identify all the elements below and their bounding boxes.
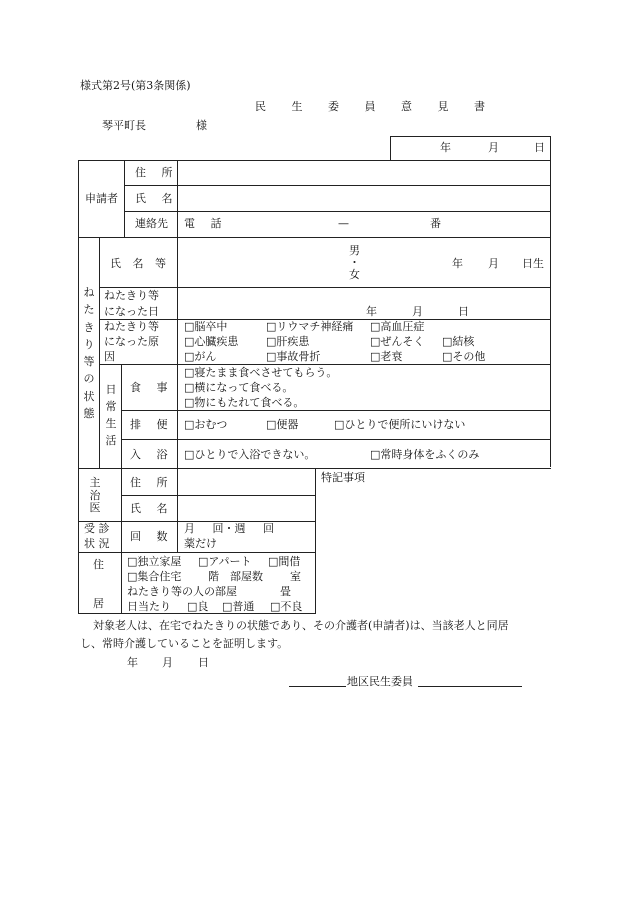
residence-label-bottom: 居 — [93, 597, 104, 610]
residence-apartment[interactable]: □アパート — [198, 555, 252, 568]
signature-line-right — [418, 686, 522, 687]
document-title: 民 生 委 員 意 見 書 — [255, 100, 496, 113]
cause-fracture[interactable]: □事故骨折 — [266, 350, 321, 363]
residence-sunlight-label: 日当たり — [127, 600, 171, 613]
since-label-line: ねたきり等 — [104, 289, 159, 302]
applicant-header: 申請者 — [85, 192, 118, 205]
sex-female: 女 — [349, 268, 360, 281]
meal-label: 食 事 — [130, 381, 174, 394]
residence-tatami: 畳 — [280, 585, 291, 598]
vlabel-char: た — [83, 303, 95, 317]
vlabel-char: 状 — [83, 389, 95, 403]
cause-cancer[interactable]: □がん — [184, 350, 217, 363]
applicant-phone-label: 電 話 — [184, 217, 228, 230]
applicant-contact-label: 連絡先 — [135, 217, 168, 230]
residence-collective[interactable]: □集合住宅 — [127, 570, 182, 583]
daily-char: 生 — [105, 417, 117, 430]
bath-label: 入 浴 — [130, 448, 174, 461]
signature-line-left — [289, 686, 346, 687]
certification-day: 日 — [198, 656, 209, 669]
residence-rented-room[interactable]: □間借 — [268, 555, 301, 568]
bedridden-name-label: 氏 名 等 — [110, 257, 170, 270]
birth-year: 年 — [452, 257, 463, 270]
sex-dot: ・ — [349, 256, 360, 269]
since-day: 日 — [458, 305, 469, 318]
addressee-sama: 様 — [196, 119, 207, 132]
excretion-label: 排 便 — [130, 418, 174, 431]
vlabel-char: き — [83, 320, 95, 334]
vlabel-char: の — [83, 372, 95, 386]
sunlight-poor[interactable]: □不良 — [270, 600, 303, 613]
certification-year: 年 — [127, 656, 138, 669]
excretion-bedpan[interactable]: □便器 — [266, 418, 299, 431]
consultation-label-line: 受 診 — [84, 522, 110, 535]
excretion-toilet[interactable]: □ひとりで便所にいけない — [334, 418, 466, 431]
cause-hypertension[interactable]: □高血圧症 — [370, 320, 425, 333]
cause-heart[interactable]: □心臓疾患 — [184, 335, 239, 348]
vlabel-char: 態 — [83, 406, 95, 420]
applicant-phone-dash: — — [338, 217, 349, 230]
cause-label — [104, 319, 159, 364]
since-year: 年 — [366, 305, 377, 318]
sunlight-good[interactable]: □良 — [187, 600, 209, 613]
cause-aging[interactable]: □老衰 — [370, 350, 403, 363]
bath-wipe[interactable]: □常時身体をふくのみ — [370, 448, 480, 461]
vlabel-char: ね — [83, 286, 95, 299]
since-label — [104, 288, 159, 320]
residence-rooms: 部屋数 — [230, 570, 263, 583]
header-date-day: 日 — [534, 141, 545, 154]
applicant-name-label: 氏 名 — [135, 192, 179, 205]
vlabel-char: り — [83, 337, 95, 351]
header-date-month: 月 — [488, 141, 499, 154]
consultation-frequency: 月 回・週 回 — [184, 522, 274, 535]
doctor-address-label: 住 所 — [130, 476, 174, 489]
birth-month: 月 — [488, 257, 499, 270]
cause-asthma[interactable]: □ぜんそく — [370, 335, 425, 348]
birth-day: 日生 — [522, 257, 544, 270]
consultation-label-line: 状 況 — [84, 537, 110, 550]
daily-char: 常 — [105, 400, 117, 413]
form-number-label: 様式第2号(第3条関係) — [80, 79, 191, 92]
cause-liver[interactable]: □肝疾患 — [266, 335, 310, 348]
bath-cannot[interactable]: □ひとりで入浴できない。 — [184, 448, 316, 461]
cause-stroke[interactable]: □脳卒中 — [184, 320, 228, 333]
since-label-line: になった日 — [104, 305, 159, 318]
applicant-phone-ban: 番 — [430, 217, 441, 230]
certification-month: 月 — [162, 656, 173, 669]
cause-label-line: になった原 — [104, 335, 159, 348]
consultation-medicine-only: 薬だけ — [184, 537, 217, 550]
sunlight-normal[interactable]: □普通 — [222, 600, 255, 613]
certification-text-2: し、常時介護していることを証明します。 — [80, 637, 289, 650]
consultation-label — [84, 521, 110, 551]
meal-option-lying[interactable]: □横になって食べる。 — [184, 381, 294, 394]
signature-label: 地区民生委員 — [347, 675, 413, 688]
daily-char: 日 — [105, 383, 117, 396]
doctor-char: 医 — [89, 501, 101, 514]
meal-option-leaning[interactable]: □物にもたれて食べる。 — [184, 396, 305, 409]
doctor-label — [88, 477, 102, 513]
doctor-char: 主 — [89, 476, 101, 489]
sex-male: 男 — [349, 244, 360, 257]
special-notes-label: 特記事項 — [321, 471, 365, 484]
header-date-year: 年 — [440, 141, 451, 154]
cause-rheumatism[interactable]: □リウマチ神経痛 — [266, 320, 354, 333]
cause-other[interactable]: □その他 — [442, 350, 486, 363]
daily-char: 活 — [105, 434, 117, 447]
excretion-diaper[interactable]: □おむつ — [184, 418, 228, 431]
addressee: 琴平町長 — [102, 119, 146, 132]
cause-label-line: 因 — [104, 350, 115, 363]
applicant-address-label: 住 所 — [135, 166, 179, 179]
consultation-count-label: 回 数 — [130, 530, 174, 543]
doctor-char: 治 — [89, 488, 101, 502]
residence-room-unit: 室 — [290, 570, 301, 583]
residence-floor: 階 — [208, 570, 219, 583]
since-month: 月 — [412, 305, 423, 318]
daily-life-label — [104, 384, 118, 446]
bedridden-vertical-label — [82, 287, 96, 419]
residence-patient-room: ねたきり等の人の部屋 — [127, 585, 237, 598]
cause-tuberculosis[interactable]: □結核 — [442, 335, 475, 348]
doctor-name-label: 氏 名 — [130, 502, 174, 515]
meal-option-fed[interactable]: □寝たまま食べさせてもらう。 — [184, 366, 338, 379]
residence-detached[interactable]: □独立家屋 — [127, 555, 182, 568]
vlabel-char: 等 — [83, 355, 95, 369]
residence-label-top: 住 — [93, 558, 104, 571]
certification-text-1: 対象老人は、在宅でねたきりの状態であり、その介護者(申請者)は、当該老人と同居 — [93, 619, 509, 632]
cause-label-line: ねたきり等 — [104, 320, 159, 333]
